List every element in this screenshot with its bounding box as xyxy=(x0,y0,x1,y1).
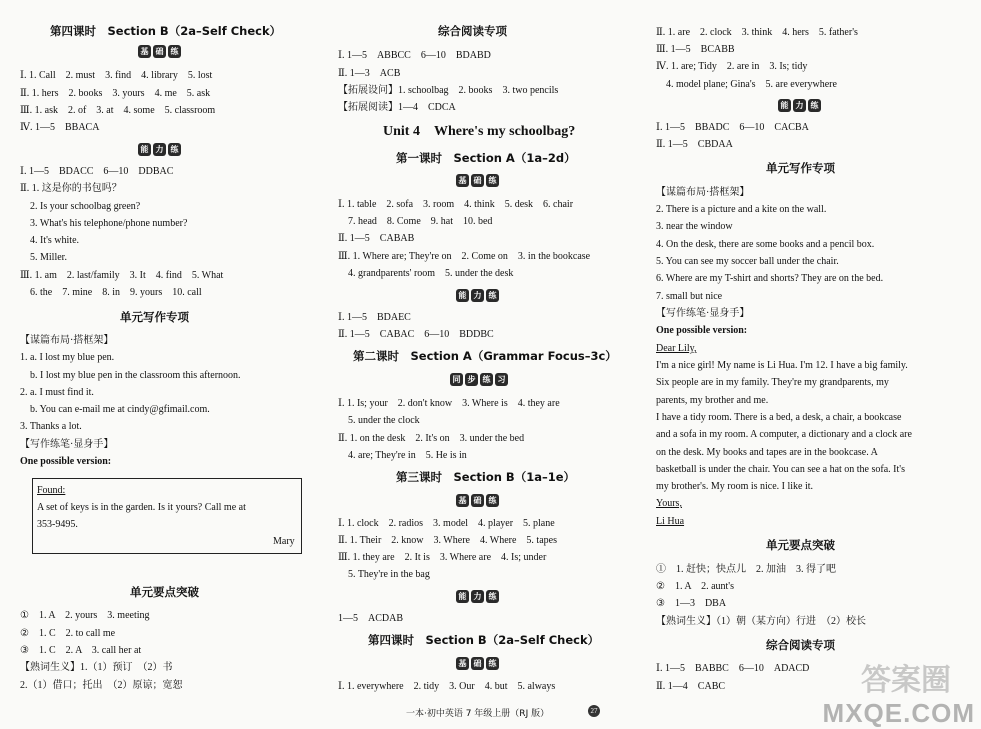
answer-line: ① 1. A 2. yours 3. meeting xyxy=(20,610,150,621)
answer-line: Ⅰ. 1. table 2. sofa 3. room 4. think 5. desk 6. chair xyxy=(338,199,574,210)
letter-line: my brother's. My room is nice. I like it. xyxy=(656,481,814,492)
answer-line: Ⅱ. 1—4 CABC xyxy=(656,681,726,692)
answer-line: 7. small but nice xyxy=(656,291,723,302)
ability-practice-badge: 能 力 练 xyxy=(778,99,821,112)
answer-line: Ⅲ. 1—5 BCABB xyxy=(656,44,735,55)
letter-name: Li Hua xyxy=(656,516,685,527)
column-middle xyxy=(338,0,638,729)
notice-line: 353-9495. xyxy=(37,519,78,530)
notice-heading: Found: xyxy=(37,485,66,496)
answer-line: 2. a. I must find it. xyxy=(20,387,94,398)
answer-line: Ⅱ. 1—3 ACB xyxy=(338,68,401,79)
answer-line: ① 1. 赶快；快点儿 2. 加油 3. 得了吧 xyxy=(656,564,836,575)
answer-line: Ⅳ. 1. are; Tidy 2. are in 3. Is; tidy xyxy=(656,61,808,72)
answer-line: Ⅱ. 1. Their 2. know 3. Where 4. Where 5. tapes xyxy=(338,535,557,546)
answer-line: Ⅱ. 1—5 CBDAA xyxy=(656,139,733,150)
basic-practice-badge: 基 础 练 xyxy=(456,657,499,670)
answer-line: ③ 1. C 2. A 3. call her at xyxy=(20,645,142,656)
answer-line: 【写作练笔·显身手】 xyxy=(656,308,750,319)
ability-practice-badge: 能 力 练 xyxy=(456,289,499,302)
answer-line: Ⅰ. 1—5 BBADC 6—10 CACBA xyxy=(656,122,809,133)
column-left xyxy=(20,0,320,729)
answer-line: 4. model plane; Gina's 5. are everywhere xyxy=(656,79,837,90)
answer-line: 1. a. I lost my blue pen. xyxy=(20,352,115,363)
answer-line: 2. Is your schoolbag green? xyxy=(20,201,141,212)
basic-practice-badge: 基 础 练 xyxy=(138,45,181,58)
ability-practice-badge: 能 力 练 xyxy=(456,590,499,603)
section-title: 单元写作专项 xyxy=(120,310,189,324)
answer-line: 5. You can see my soccer ball under the chair. xyxy=(656,256,839,267)
watermark-logo-cn: 答案圈 xyxy=(861,663,951,698)
answer-line: Ⅱ. 1. are 2. clock 3. think 4. hers 5. father's xyxy=(656,27,858,38)
answer-line: 5. They're in the bag xyxy=(338,569,430,580)
answer-line: Ⅳ. 1—5 BBACA xyxy=(20,122,100,133)
answer-line: 4. grandparents' room 5. under the desk xyxy=(338,268,514,279)
watermark-logo: MXQE.COM xyxy=(822,698,975,728)
answer-line: Ⅲ. 1. ask 2. of 3. at 4. some 5. classroom xyxy=(20,105,216,116)
section-title: 单元写作专项 xyxy=(766,161,835,175)
notice-box xyxy=(32,478,302,554)
answer-line: 【谋篇布局·搭框架】 xyxy=(20,335,114,346)
answer-line: Ⅰ. 1. clock 2. radios 3. model 4. player 5. plane xyxy=(338,518,555,529)
lesson-title: 第二课时 Section A（Grammar Focus–3c） xyxy=(353,349,617,363)
answer-line: Ⅱ. 1. on the desk 2. It's on 3. under the bed xyxy=(338,433,525,444)
answer-line: Ⅲ. 1. Where are; They're on 2. Come on 3. in the bookcase xyxy=(338,251,591,262)
sync-practice-badge: 同 步 练 习 xyxy=(450,373,508,386)
answer-line: ③ 1—3 DBA xyxy=(656,598,727,609)
letter-greeting: Dear Lily, xyxy=(656,343,697,354)
answer-line: 2.（1）借口；托出 （2）原谅；宽恕 xyxy=(20,680,183,691)
answer-line: b. I lost my blue pen in the classroom this afternoon. xyxy=(20,370,241,381)
answer-line: 5. under the clock xyxy=(338,415,420,426)
section-title: 综合阅读专项 xyxy=(766,638,835,652)
answer-line: One possible version: xyxy=(20,456,112,467)
notice-line: A set of keys is in the garden. Is it yours? Call me at xyxy=(37,502,246,513)
column-right xyxy=(656,0,974,729)
answer-line: Ⅰ. 1. Is; your 2. don't know 3. Where is 4. they are xyxy=(338,398,560,409)
answer-line: 7. head 8. Come 9. hat 10. bed xyxy=(338,216,493,227)
section-title: 单元要点突破 xyxy=(766,538,835,552)
answer-line: Ⅲ. 1. they are 2. It is 3. Where are 4. Is; under xyxy=(338,552,547,563)
answer-line: Ⅰ. 1—5 BDAEC xyxy=(338,312,411,323)
letter-line: and a sofa in my room. A computer, a dictionary and a clock are xyxy=(656,429,912,440)
answer-line: Ⅱ. 1. hers 2. books 3. yours 4. me 5. ask xyxy=(20,88,211,99)
answer-line: 【拓展设问】1. schoolbag 2. books 3. two pencils xyxy=(338,85,559,96)
answer-line: Ⅰ. 1. everywhere 2. tidy 3. Our 4. but 5. always xyxy=(338,681,556,692)
answer-line: 3. Thanks a lot. xyxy=(20,421,82,432)
answer-line: 4. It's white. xyxy=(20,235,80,246)
lesson-title: 第四课时 Section B（2a–Self Check） xyxy=(368,633,600,647)
answer-line: Ⅱ. 1. 这是你的书包吗？ xyxy=(20,183,122,194)
letter-line: I'm a nice girl! My name is Li Hua. I'm 12. I have a big family. xyxy=(656,360,908,371)
letter-line: Six people are in my family. They're my grandparents, my xyxy=(656,377,889,388)
letter-line: parents, my brother and me. xyxy=(656,395,769,406)
lesson-title: 第四课时 Section B（2a–Self Check） xyxy=(50,24,282,38)
lesson-title: 第一课时 Section A（1a–2d） xyxy=(396,151,576,165)
letter-line: I have a tidy room. There is a bed, a desk, a chair, a bookcase xyxy=(656,412,902,423)
answer-line: 6. the 7. mine 8. in 9. yours 10. call xyxy=(20,287,202,298)
answer-line: 【谋篇布局·搭框架】 xyxy=(656,187,750,198)
answer-line: 4. are; They're in 5. He is in xyxy=(338,450,467,461)
answer-line: Ⅱ. 1—5 CABAC 6—10 BDDBC xyxy=(338,329,494,340)
answer-line: 3. near the window xyxy=(656,221,733,232)
answer-line: 3. What's his telephone/phone number? xyxy=(20,218,188,229)
letter-close: Yours, xyxy=(656,498,682,509)
answer-line: 5. Miller. xyxy=(20,252,67,263)
section-title: 单元要点突破 xyxy=(130,585,199,599)
answer-line: Ⅰ. 1—5 BDACC 6—10 DDBAC xyxy=(20,166,174,177)
page-footer: 一本·初中英语 7 年级上册（RJ 版） xyxy=(406,709,550,719)
letter-line: basketball is under the chair. You can see a hat on the sofa. It's xyxy=(656,464,905,475)
answer-line: 【熟词生义】（1）朝（某方向）行进 （2）校长 xyxy=(656,616,866,627)
lesson-title: 第三课时 Section B（1a–1e） xyxy=(396,470,576,484)
answer-line: One possible version: xyxy=(656,325,748,336)
answer-line: 6. Where are my T-shirt and shorts? They are on the bed. xyxy=(656,273,884,284)
answer-line: b. You can e-mail me at cindy@gfimail.com. xyxy=(20,404,210,415)
basic-practice-badge: 基 础 练 xyxy=(456,174,499,187)
page-number: 27 xyxy=(588,705,600,717)
answer-line: Ⅲ. 1. am 2. last/family 3. It 4. find 5. What xyxy=(20,270,224,281)
section-title: 综合阅读专项 xyxy=(438,24,507,38)
answer-line: Ⅱ. 1—5 CABAB xyxy=(338,233,415,244)
answer-line: 2. There is a picture and a kite on the wall. xyxy=(656,204,827,215)
answer-line: 1—5 ACDAB xyxy=(338,613,404,624)
answer-line: ② 1. C 2. to call me xyxy=(20,628,116,639)
answer-line: Ⅰ. 1—5 ABBCC 6—10 BDABD xyxy=(338,50,491,61)
notice-signature: Mary xyxy=(273,536,295,547)
letter-line: on the desk. My books and tapes are in the bookcase. A xyxy=(656,447,878,458)
basic-practice-badge: 基 础 练 xyxy=(456,494,499,507)
answer-line: Ⅰ. 1—5 BABBC 6—10 ADACD xyxy=(656,663,810,674)
answer-line: ② 1. A 2. aunt's xyxy=(656,581,734,592)
answer-line: 4. On the desk, there are some books and a pencil box. xyxy=(656,239,875,250)
answer-line: 【拓展阅读】1—4 CDCA xyxy=(338,102,456,113)
unit-title: Unit 4 Where's my schoolbag? xyxy=(383,124,576,139)
answer-line: 【熟词生义】1.（1）预订 （2）书 xyxy=(20,662,173,673)
answer-line: Ⅰ. 1. Call 2. must 3. find 4. library 5. lost xyxy=(20,70,213,81)
ability-practice-badge: 能 力 练 xyxy=(138,143,181,156)
answer-line: 【写作练笔·显身手】 xyxy=(20,439,114,450)
